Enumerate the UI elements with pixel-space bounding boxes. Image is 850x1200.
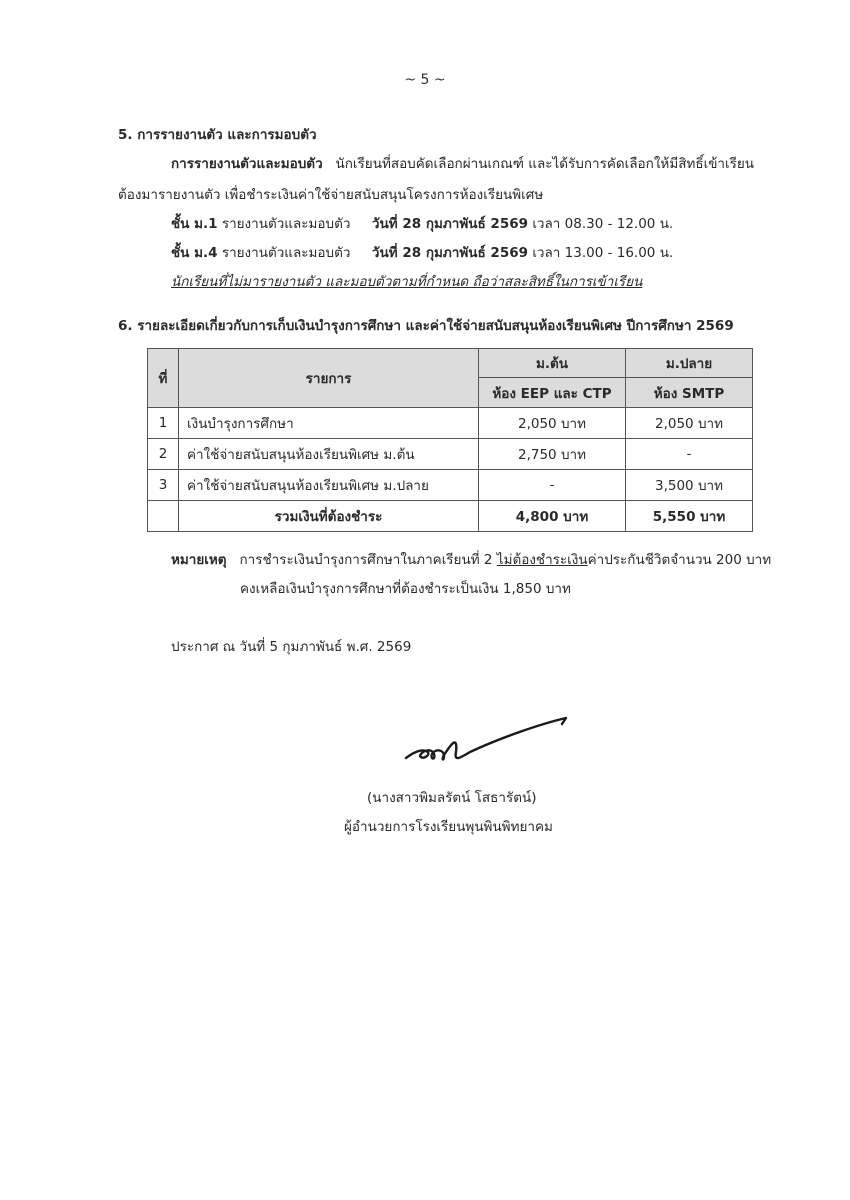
schedule-row-m1 (171, 212, 673, 234)
schedule-date: วันที่ 28 กุมภาพันธ์ 2569 (371, 245, 529, 261)
section5-line2: ต้องมารายงานตัว เพื่อชำระเงินค่าใช้จ่ายสนับสนุนโครงการห้องเรียนพิเศษ (118, 187, 544, 203)
header-upper-rooms: ห้อง SMTP (626, 378, 753, 408)
row-lower-amount: 2,050 บาท (479, 408, 626, 439)
forfeit-warning: นักเรียนที่ไม่มารายงานตัว และมอบตัวตามที่กำหนด ถือว่าสละสิทธิ์ในการเข้าเรียน (171, 274, 643, 290)
table-row (148, 470, 753, 501)
schedule-row-m4 (171, 241, 673, 263)
header-lower-rooms: ห้อง EEP และ CTP (479, 378, 626, 408)
note-underlined: ไม่ต้องชำระเงิน (496, 552, 588, 568)
row-no: 3 (148, 470, 179, 501)
row-upper-amount: 2,050 บาท (626, 408, 753, 439)
section5-lead-text: นักเรียนที่สอบคัดเลือกผ่านเกณฑ์ และได้รับการคัดเลือกให้มีสิทธิ์เข้าเรียน (335, 156, 755, 172)
note-text-after: ค่าประกันชีวิตจำนวน 200 บาท (587, 552, 772, 568)
header-upper-secondary: ม.ปลาย (626, 349, 753, 378)
schedule-time: เวลา 13.00 - 16.00 น. (532, 245, 674, 261)
row-upper-amount: - (626, 439, 753, 470)
table-total-row (148, 501, 753, 532)
page-number: ~ 5 ~ (404, 72, 446, 88)
note-text-before: การชำระเงินบำรุงการศึกษาในภาคเรียนที่ 2 (239, 552, 493, 568)
note-line2: คงเหลือเงินบำรุงการศึกษาที่ต้องชำระเป็นเงิน 1,850 บาท (240, 581, 571, 597)
schedule-time: เวลา 08.30 - 12.00 น. (532, 216, 674, 232)
fees-table (147, 348, 753, 532)
section5-heading: 5. การรายงานตัว และการมอบตัว (118, 127, 317, 143)
schedule-date: วันที่ 28 กุมภาพันธ์ 2569 (371, 216, 529, 232)
header-item: รายการ (179, 349, 479, 408)
schedule-activity: รายงานตัวและมอบตัว (221, 245, 351, 261)
table-row (148, 408, 753, 439)
row-item: ค่าใช้จ่ายสนับสนุนห้องเรียนพิเศษ ม.ต้น (179, 439, 479, 470)
total-lower-amount: 4,800 บาท (479, 501, 626, 532)
header-lower-secondary: ม.ต้น (479, 349, 626, 378)
announcement-date: ประกาศ ณ วันที่ 5 กุมภาพันธ์ พ.ศ. 2569 (171, 639, 412, 655)
total-no (148, 501, 179, 532)
row-item: ค่าใช้จ่ายสนับสนุนห้องเรียนพิเศษ ม.ปลาย (179, 470, 479, 501)
note-line1 (171, 548, 771, 570)
section6-heading: 6. รายละเอียดเกี่ยวกับการเก็บเงินบำรุงการศึกษา และค่าใช้จ่ายสนับสนุนห้องเรียนพิเศษ ปีการศึกษา 2569 (118, 318, 734, 334)
schedule-activity: รายงานตัวและมอบตัว (221, 216, 351, 232)
row-lower-amount: 2,750 บาท (479, 439, 626, 470)
section5-lead-bold: การรายงานตัวและมอบตัว (171, 156, 323, 172)
row-item: เงินบำรุงการศึกษา (179, 408, 479, 439)
schedule-grade: ชั้น ม.4 (171, 245, 218, 261)
schedule-grade: ชั้น ม.1 (171, 216, 218, 232)
row-no: 1 (148, 408, 179, 439)
table-row (148, 439, 753, 470)
row-lower-amount: - (479, 470, 626, 501)
row-no: 2 (148, 439, 179, 470)
signatory-name: (นางสาวพิมลรัตน์ โสธารัตน์) (367, 790, 537, 806)
header-no: ที่ (148, 349, 179, 408)
total-label: รวมเงินที่ต้องชำระ (179, 501, 479, 532)
total-upper-amount: 5,550 บาท (626, 501, 753, 532)
note-label: หมายเหตุ (171, 552, 227, 568)
section5-lead (171, 152, 754, 174)
row-upper-amount: 3,500 บาท (626, 470, 753, 501)
signature-icon (400, 712, 580, 782)
signatory-title: ผู้อำนวยการโรงเรียนพุนพินพิทยาคม (344, 819, 553, 835)
